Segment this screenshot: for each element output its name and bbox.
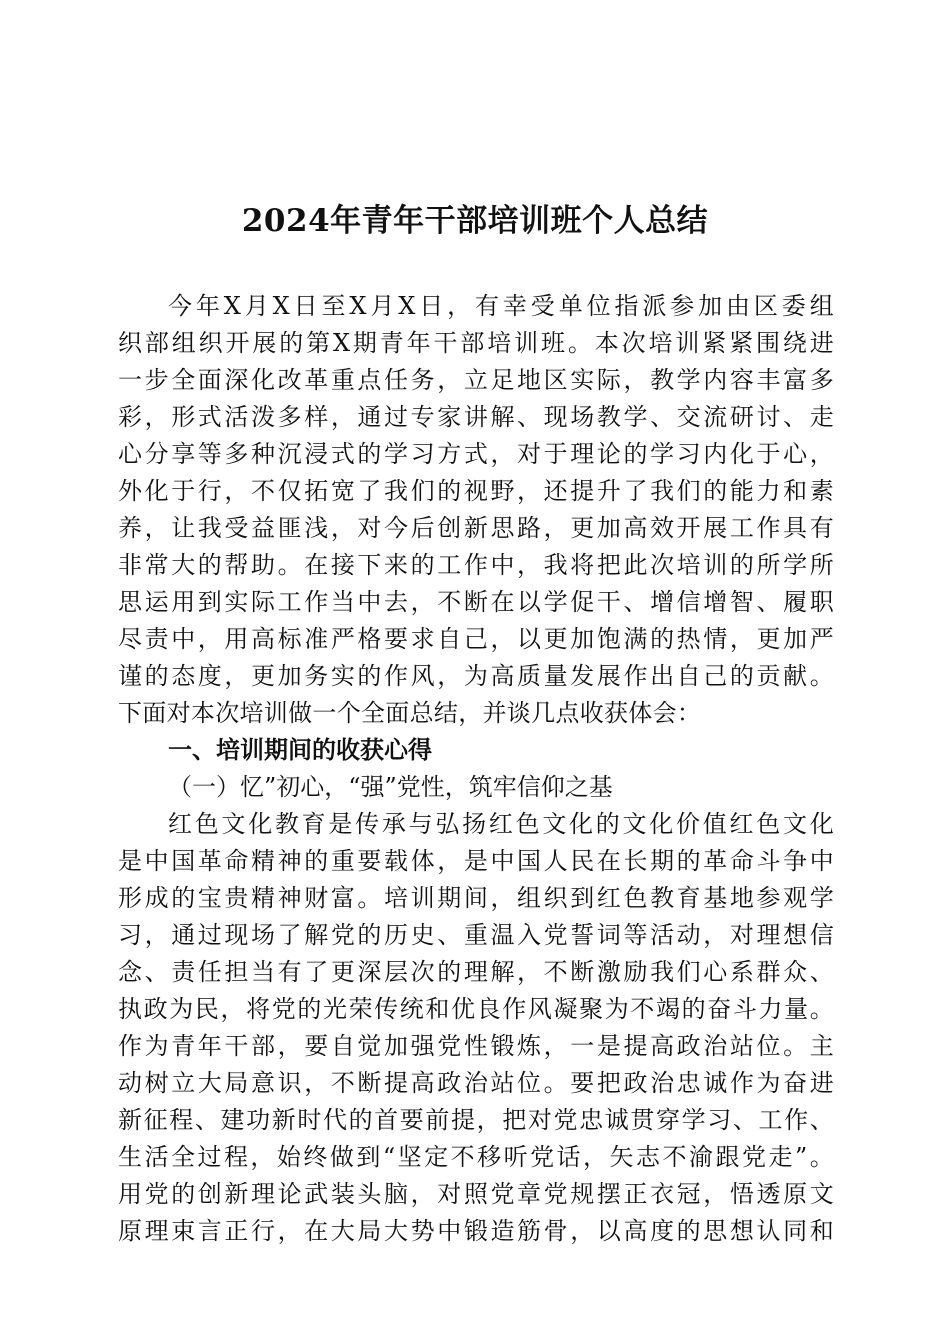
text-line: 生活全过程，始终做到“坚定不移听党话，矢志不渝跟党走”。 [118,1143,834,1171]
text-line: 一步全面深化改革重点任务，立足地区实际，教学内容丰富多 [118,366,834,394]
text-line: 红色文化教育是传承与弘扬红色文化的文化价值红色文化 [168,810,834,838]
text-line: 织部组织开展的第X期青年干部培训班。本次培训紧紧围绕进 [118,329,834,357]
text-line: 新征程、建功新时代的首要前提，把对党忠诚贯穿学习、工作、 [118,1106,834,1134]
text-line: 念、责任担当有了更深层次的理解，不断激励我们心系群众、 [118,958,834,986]
text-line: 动树立大局意识，不断提高政治站位。要把政治忠诚作为奋进 [118,1069,834,1097]
paragraph-intro [118,288,834,732]
text-line: 彩，形式活泼多样，通过专家讲解、现场教学、交流研讨、走 [118,403,834,431]
text-line: 下面对本次培训做一个全面总结，并谈几点收获体会： [118,699,702,727]
text-line: 谨的态度，更加务实的作风，为高质量发展作出自己的贡献。 [118,662,834,690]
text-line: 非常大的帮助。在接下来的工作中，我将把此次培训的所学所 [118,551,834,579]
document-body [118,288,834,1250]
subsection-heading: （一）忆”初心，“强”党性，筑牢信仰之基 [168,773,613,801]
text-line: 是中国革命精神的重要载体，是中国人民在长期的革命斗争中 [118,847,834,875]
text-line: 习，通过现场了解党的历史、重温入党誓词等活动，对理想信 [118,921,834,949]
text-line: 今年X月X日至X月X日，有幸受单位指派参加由区委组 [168,292,834,320]
text-line: 执政为民，将党的光荣传统和优良作风凝聚为不竭的奋斗力量。 [118,995,834,1023]
text-line: 尽责中，用高标准严格要求自己，以更加饱满的热情，更加严 [118,625,834,653]
text-line: 用党的创新理论武装头脑，对照党章党规摆正衣冠，悟透原文 [118,1180,834,1208]
section-heading: 一、培训期间的收获心得 [168,736,432,764]
text-line: 原理束言正行，在大局大势中锻造筋骨，以高度的思想认同和 [118,1217,834,1245]
text-line: 养，让我受益匪浅，对今后创新思路，更加高效开展工作具有 [118,514,834,542]
text-line: 形成的宝贵精神财富。培训期间，组织到红色教育基地参观学 [118,884,834,912]
text-line: 外化于行，不仅拓宽了我们的视野，还提升了我们的能力和素 [118,477,834,505]
text-line: 心分享等多种沉浸式的学习方式，对于理论的学习内化于心， [118,440,834,468]
paragraph-red-culture [118,806,834,1250]
document-title: 2024年青年干部培训班个人总结 [241,203,709,239]
text-line: 思运用到实际工作当中去，不断在以学促干、增信增智、履职 [118,588,834,616]
text-line: 作为青年干部，要自觉加强党性锻炼，一是提高政治站位。主 [118,1032,834,1060]
